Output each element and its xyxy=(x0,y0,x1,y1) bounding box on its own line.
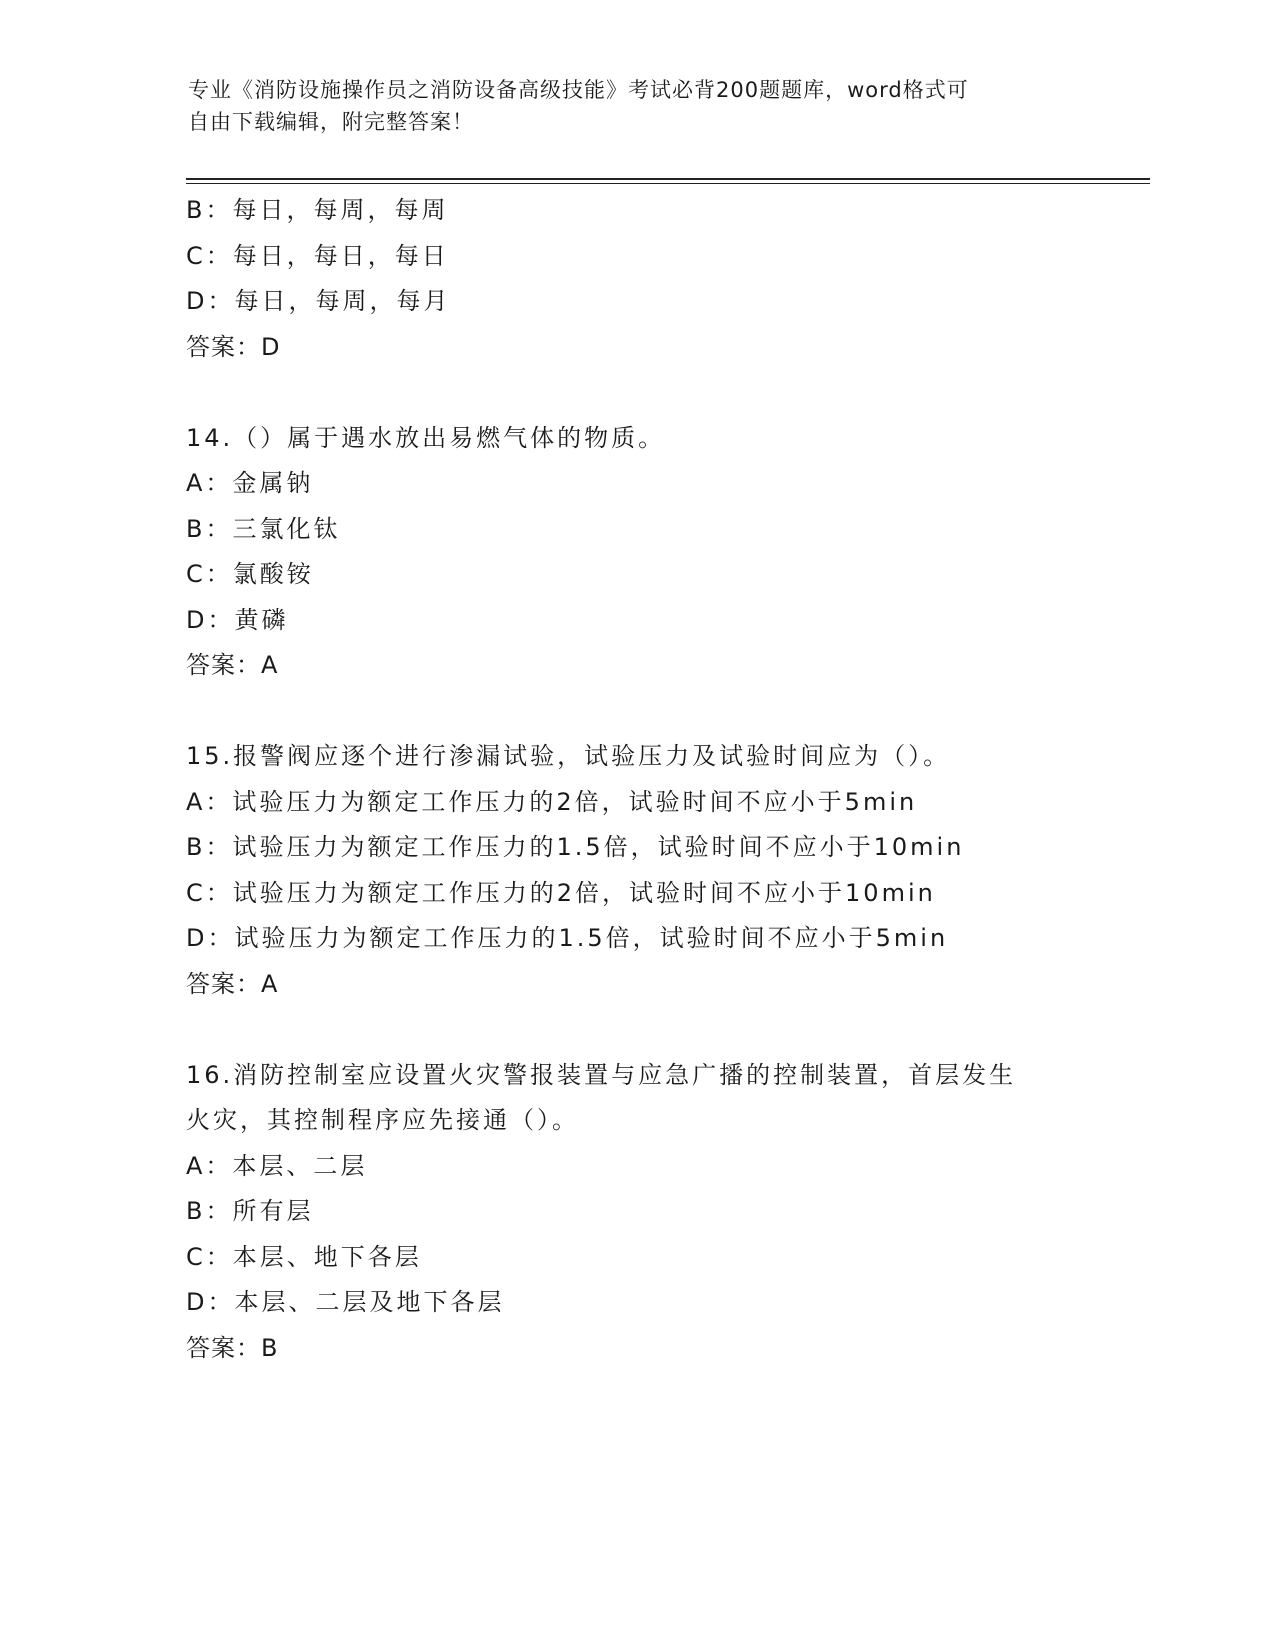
q16-question-line-1: 16.消防控制室应设置火灾警报装置与应急广播的控制装置，首层发生 xyxy=(186,1060,1017,1089)
q16-option-c: C：本层、地下各层 xyxy=(186,1242,422,1271)
q14-option-b: B：三氯化钛 xyxy=(186,514,341,543)
q16-question-line-2: 火灾，其控制程序应先接通（）。 xyxy=(186,1106,579,1134)
document-header xyxy=(188,74,1088,138)
question-14-block xyxy=(186,416,1106,689)
spacer xyxy=(186,370,1106,416)
q16-answer: 答案：B xyxy=(186,1333,279,1362)
q14-answer: 答案：A xyxy=(186,651,279,679)
q15-answer: 答案：A xyxy=(186,969,279,998)
header-rule-thick xyxy=(186,178,1150,180)
q13-option-b: B：每日，每周，每周 xyxy=(186,196,449,224)
q14-question: 14.（）属于遇水放出易燃气体的物质。 xyxy=(186,423,666,452)
q14-option-c: C：氯酸铵 xyxy=(186,560,314,588)
q13-answer: 答案：D xyxy=(186,332,281,361)
q13-option-c: C：每日，每日，每日 xyxy=(186,241,449,270)
q15-option-b: B：试验压力为额定工作压力的1.5倍，试验时间不应小于10min xyxy=(186,833,965,861)
q13-option-d: D：每日，每周，每月 xyxy=(186,287,451,315)
header-line-2: 自由下载编辑，附完整答案！ xyxy=(188,110,474,134)
spacer xyxy=(186,1007,1106,1053)
q16-option-a: A：本层、二层 xyxy=(186,1151,368,1180)
question-list xyxy=(186,188,1106,1371)
question-15-block xyxy=(186,734,1106,1007)
q14-option-d: D：黄磷 xyxy=(186,605,289,634)
q15-option-a: A：试验压力为额定工作压力的2倍，试验时间不应小于5min xyxy=(186,787,918,816)
q16-option-b: B：所有层 xyxy=(186,1197,314,1225)
question-16-block xyxy=(186,1053,1106,1372)
header-line-1: 专业《消防设施操作员之消防设备高级技能》考试必背200题题库，word格式可 xyxy=(188,78,969,102)
q14-option-a: A：金属钠 xyxy=(186,469,314,497)
q15-option-d: D：试验压力为额定工作压力的1.5倍，试验时间不应小于5min xyxy=(186,924,949,952)
q15-question: 15.报警阀应逐个进行渗漏试验，试验压力及试验时间应为（）。 xyxy=(186,742,951,770)
header-rule-thin xyxy=(186,183,1150,184)
question-13-block xyxy=(186,188,1106,370)
q16-option-d: D：本层、二层及地下各层 xyxy=(186,1288,505,1316)
q15-option-c: C：试验压力为额定工作压力的2倍，试验时间不应小于10min xyxy=(186,878,936,907)
spacer xyxy=(186,689,1106,735)
